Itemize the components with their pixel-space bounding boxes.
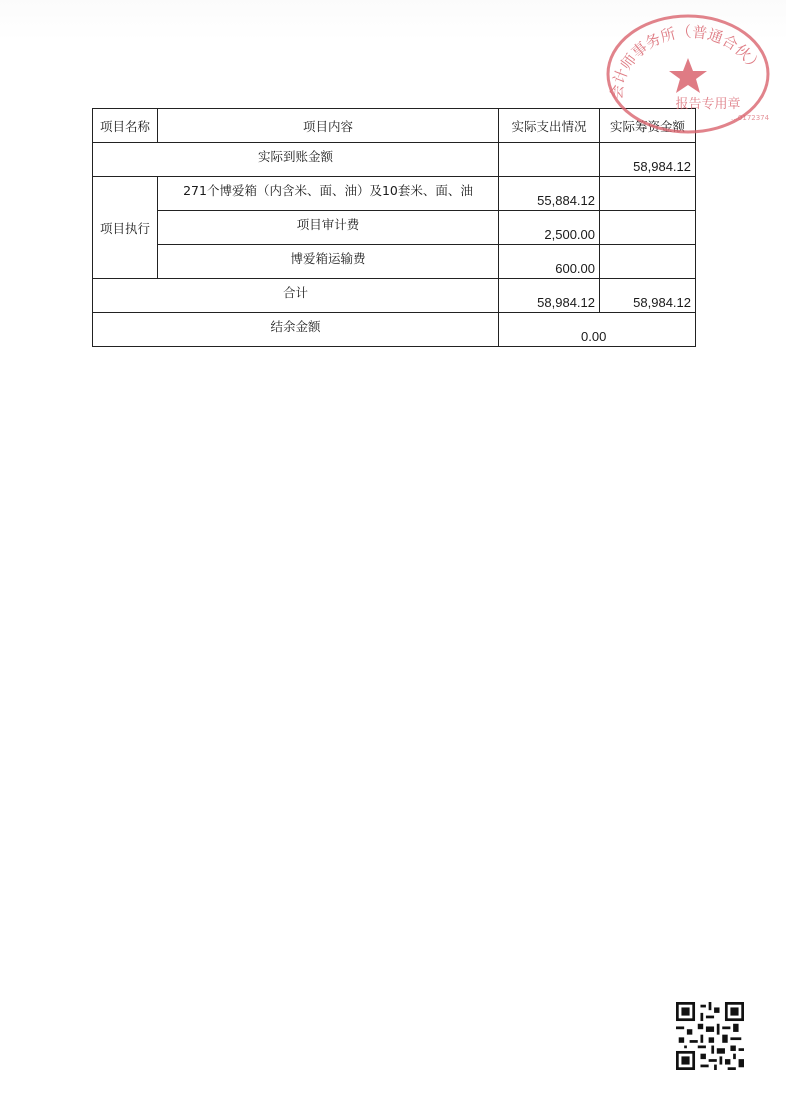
execution-label: 项目执行 bbox=[93, 177, 158, 279]
table-row bbox=[93, 245, 696, 279]
table-row bbox=[93, 143, 696, 177]
svg-text:会计师事务所（普通合伙）: 会计师事务所（普通合伙） bbox=[607, 22, 766, 101]
execution-item-expense: 600.00 bbox=[499, 245, 600, 279]
official-seal bbox=[600, 8, 772, 134]
execution-item-content: 项目审计费 bbox=[158, 211, 499, 245]
table-row bbox=[93, 211, 696, 245]
table-row bbox=[93, 177, 696, 211]
execution-item-content: 271个博爱箱（内含米、面、油）及10套米、面、油 bbox=[158, 177, 499, 211]
execution-item-funding bbox=[600, 211, 696, 245]
total-funding: 58,984.12 bbox=[600, 279, 696, 313]
received-expense bbox=[499, 143, 600, 177]
received-funding: 58,984.12 bbox=[600, 143, 696, 177]
header-actual-expense: 实际支出情况 bbox=[499, 109, 600, 143]
execution-item-content: 博爱箱运输费 bbox=[158, 245, 499, 279]
balance-label: 结余金额 bbox=[93, 313, 499, 347]
execution-item-funding bbox=[600, 245, 696, 279]
balance-value: 0.00 bbox=[499, 313, 696, 347]
execution-item-expense: 55,884.12 bbox=[499, 177, 600, 211]
total-expense: 58,984.12 bbox=[499, 279, 600, 313]
funding-table bbox=[92, 108, 696, 347]
table-row bbox=[93, 279, 696, 313]
received-label: 实际到账金额 bbox=[93, 143, 499, 177]
execution-item-funding bbox=[600, 177, 696, 211]
svg-text:报告专用章: 报告专用章 bbox=[675, 97, 741, 112]
header-project-content: 项目内容 bbox=[158, 109, 499, 143]
star-icon bbox=[669, 58, 707, 93]
svg-text:…0172374: …0172374 bbox=[730, 114, 770, 122]
table-row bbox=[93, 313, 696, 347]
execution-item-expense: 2,500.00 bbox=[499, 211, 600, 245]
header-actual-funding: 实际筹资金额 bbox=[600, 109, 696, 143]
header-project-name: 项目名称 bbox=[93, 109, 158, 143]
qr-code-icon bbox=[676, 1002, 744, 1070]
total-label: 合计 bbox=[93, 279, 499, 313]
